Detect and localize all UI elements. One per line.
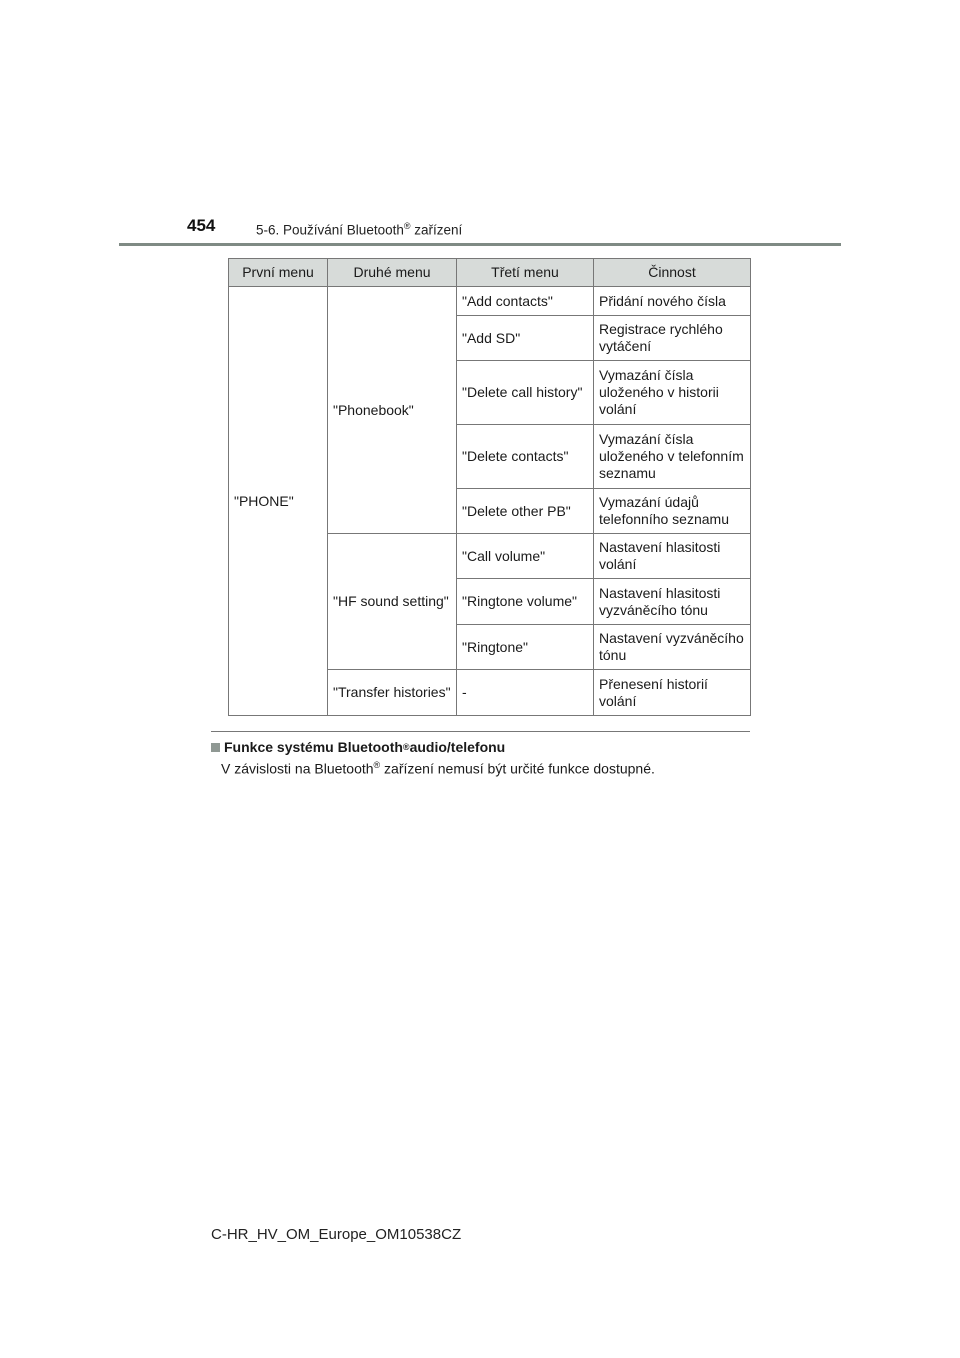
- note-text-start: V závislosti na Bluetooth: [221, 760, 374, 777]
- note-heading-suffix: audio/telefonu: [409, 739, 506, 755]
- cell-third-menu: "Add contacts": [457, 287, 594, 316]
- cell-third-menu: -: [457, 670, 594, 716]
- note-heading: [211, 739, 505, 755]
- header-rule: [119, 243, 841, 246]
- section-title: [256, 221, 462, 238]
- page-number: 454: [187, 216, 216, 235]
- cell-third-menu: "Call volume": [457, 534, 594, 579]
- cell-third-menu: "Ringtone volume": [457, 579, 594, 625]
- square-bullet-icon: [211, 743, 220, 752]
- column-header-second-menu: Druhé menu: [328, 259, 457, 287]
- cell-second-menu: "HF sound setting": [328, 534, 457, 670]
- cell-third-menu: "Add SD": [457, 316, 594, 361]
- cell-action: Přenesení historií volání: [594, 670, 751, 716]
- cell-third-menu: "Delete other PB": [457, 489, 594, 534]
- registered-mark: ®: [403, 221, 411, 231]
- cell-action: Přidání nového čísla: [594, 287, 751, 316]
- cell-action: Vymazání čísla uloženého v telefonním seznamu: [594, 425, 751, 489]
- cell-third-menu: "Ringtone": [457, 625, 594, 670]
- cell-second-menu: "Phonebook": [328, 287, 457, 534]
- menu-table: [228, 258, 751, 716]
- column-header-first-menu: První menu: [229, 259, 328, 287]
- cell-first-menu: "PHONE": [229, 287, 328, 716]
- footer-document-code: C-HR_HV_OM_Europe_OM10538CZ: [211, 1226, 462, 1243]
- table-row: [229, 287, 751, 316]
- cell-action: Nastavení hlasitosti vyzváněcího tónu: [594, 579, 751, 625]
- registered-mark: ®: [402, 742, 410, 752]
- cell-third-menu: "Delete contacts": [457, 425, 594, 489]
- note-heading-text: Funkce systému Bluetooth: [224, 739, 403, 755]
- cell-action: Nastavení vyzváněcího tónu: [594, 625, 751, 670]
- section-title-suffix: zařízení: [410, 222, 463, 238]
- cell-action: Registrace rychlého vytáčení: [594, 316, 751, 361]
- table-header-row: [229, 259, 751, 287]
- cell-action: Nastavení hlasitosti volání: [594, 534, 751, 579]
- note-rule: [211, 731, 750, 732]
- cell-third-menu: "Delete call history": [457, 361, 594, 425]
- cell-action: Vymazání údajů telefonního seznamu: [594, 489, 751, 534]
- section-title-text: 5-6. Používání Bluetooth: [256, 222, 404, 238]
- note-text: [221, 760, 655, 777]
- note-text-end: zařízení nemusí být určité funkce dostupné.: [380, 760, 655, 777]
- cell-action: Vymazání čísla uloženého v historii volání: [594, 361, 751, 425]
- registered-mark: ®: [373, 760, 381, 770]
- column-header-third-menu: Třetí menu: [457, 259, 594, 287]
- column-header-action: Činnost: [594, 259, 751, 287]
- cell-second-menu: "Transfer histories": [328, 670, 457, 716]
